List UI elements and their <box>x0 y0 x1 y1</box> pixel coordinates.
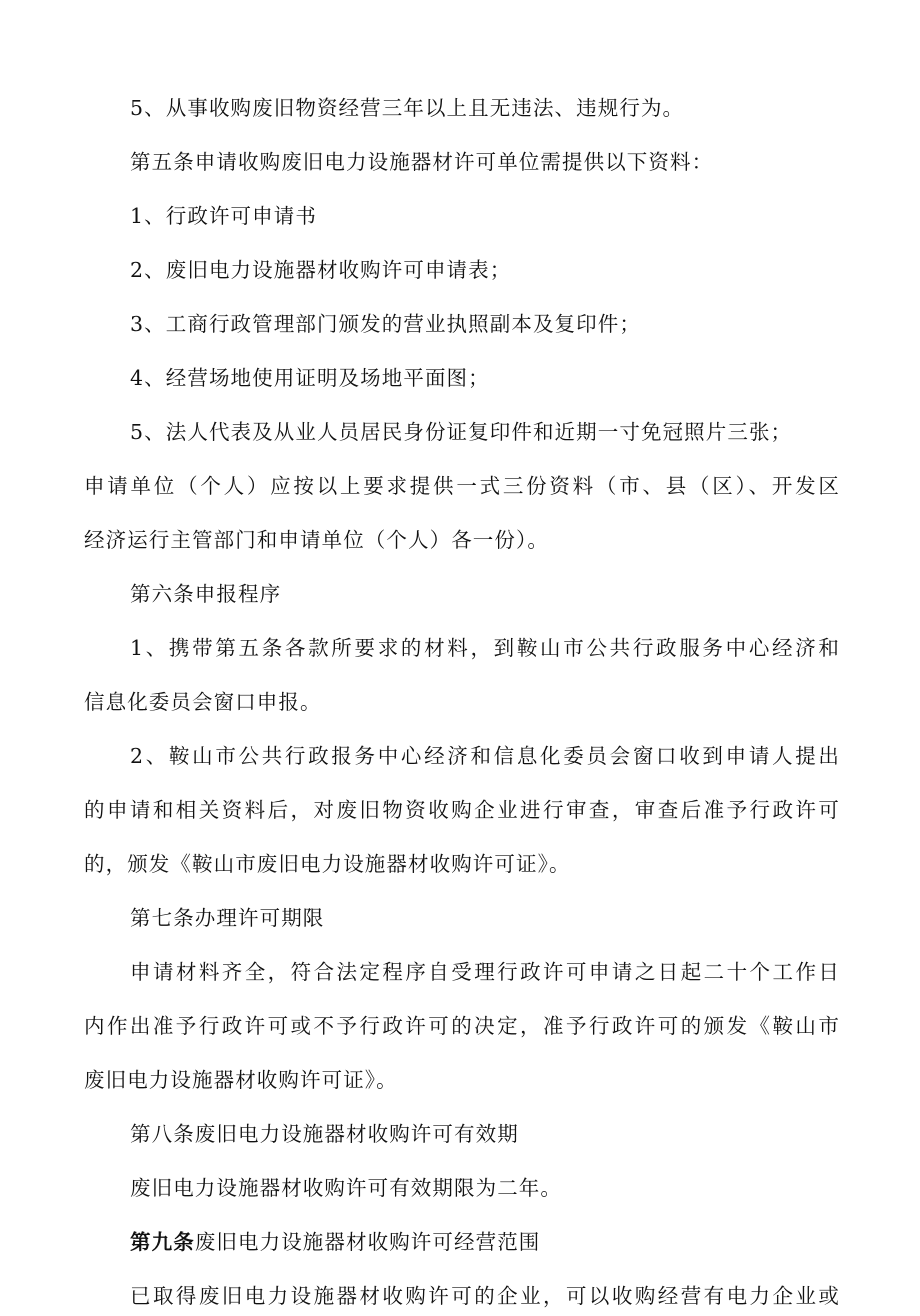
article-6-heading: 第六条申报程序 <box>130 582 282 606</box>
paragraph-line: 的，颁发《鞍山市废旧电力设施器材收购许可证》。 <box>84 852 571 876</box>
list-item-3: 3、工商行政管理部门颁发的营业执照副本及复印件； <box>130 312 641 336</box>
list-item-2: 2、废旧电力设施器材收购许可申请表； <box>130 258 512 282</box>
paragraph-line: 信息化委员会窗口申报。 <box>84 690 322 714</box>
item-5-qualification: 5、从事收购废旧物资经营三年以上且无违法、违规行为。 <box>130 96 685 120</box>
article-7-heading: 第七条办理许可期限 <box>130 906 325 930</box>
paragraph-line: 申请单位（个人）应按以上要求提供一式三份资料（市、县（区）、开发区 <box>84 474 840 498</box>
paragraph-line: 内作出准予行政许可或不予行政许可的决定，准予行政许可的颁发《鞍山市 <box>84 1014 840 1038</box>
paragraph-line: 的申请和相关资料后，对废旧物资收购企业进行审查，审查后准予行政许可 <box>84 798 840 822</box>
article-9-heading <box>84 1222 840 1262</box>
list-item-1: 1、行政许可申请书 <box>130 204 317 228</box>
paragraph-line: 废旧电力设施器材收购许可有效期限为二年。 <box>130 1176 562 1200</box>
article-8-heading: 第八条废旧电力设施器材收购许可有效期 <box>130 1122 519 1146</box>
article-9-title: 废旧电力设施器材收购许可经营范围 <box>194 1230 541 1254</box>
paragraph-line: 经济运行主管部门和申请单位（个人）各一份）。 <box>84 528 549 552</box>
list-item-5: 5、法人代表及从业人员居民身份证复印件和近期一寸免冠照片三张； <box>130 420 793 444</box>
paragraph-line: 已取得废旧电力设施器材收购许可的企业，可以收购经营有电力企业或 <box>130 1284 840 1308</box>
procedure-step-2: 2、鞍山市公共行政报务中心经济和信息化委员会窗口收到申请人提出 <box>130 744 840 768</box>
article-5-heading: 第五条申请收购废旧电力设施器材许可单位需提供以下资料： <box>130 150 714 174</box>
paragraph-line: 废旧电力设施器材收购许可证》。 <box>84 1068 398 1092</box>
article-9-label: 第九条 <box>130 1230 195 1254</box>
paragraph-line: 申请材料齐全，符合法定程序自受理行政许可申请之日起二十个工作日 <box>130 960 840 984</box>
procedure-step-1: 1、携带第五条各款所要求的材料，到鞍山市公共行政服务中心经济和 <box>130 636 840 660</box>
list-item-4: 4、经营场地使用证明及场地平面图； <box>130 366 490 390</box>
